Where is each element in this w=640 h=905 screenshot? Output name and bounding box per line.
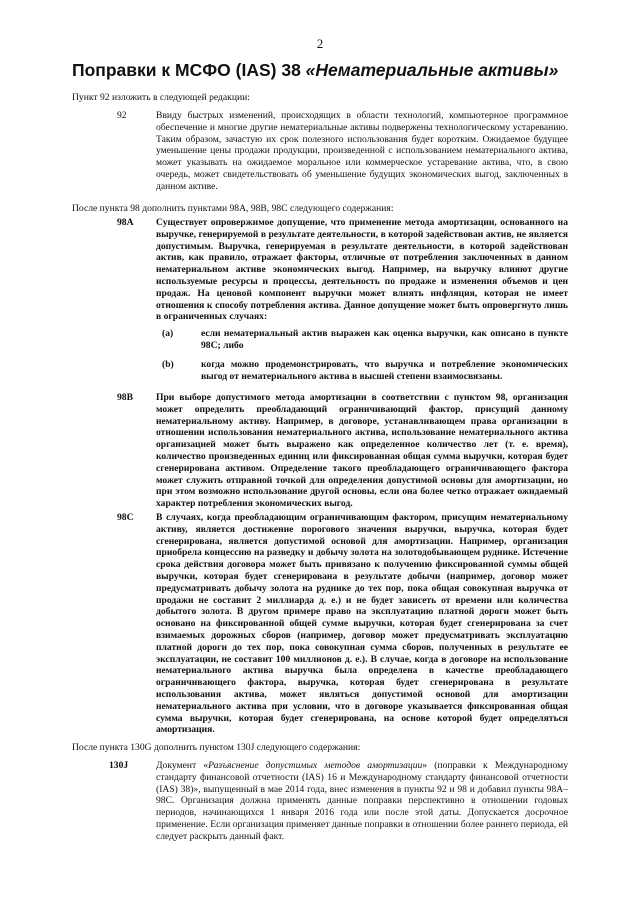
p130j-pre: Документ « <box>156 760 209 771</box>
list-item-b: когда можно продемонстрировать, что выручка и потребление экономических выгод от нематериального актива в высшей степени взаимосвязаны. <box>201 359 568 382</box>
page-number: 2 <box>316 36 324 51</box>
intro-98: После пункта 98 дополнить пунктами 98A, 98B, 98C следующего содержания: <box>72 203 394 214</box>
title-italic: «Нематериальные активы» <box>305 60 559 80</box>
page-title <box>72 60 592 81</box>
list-item-a: если нематериальный актив выражен как оценка выручки, как описано в пункте 98C; либо <box>201 328 568 351</box>
p130j-post: » (поправки к Международному стандарту финансовой отчетности (IAS) 16 и Международному стандарту финансовой отчетности (IAS) 38)», выпущенный в мае 2014 года, внес изменения в пункты 92 и 98 и добавил пункты 98A–98C. Организация должна применять данные поправки перспективно в отношении годовых периодов, начинающихся 1 января 2016 года или после этой даты. Допускается досрочное применение. Если организация применяет данные поправки в отношении более раннего периода, ей следует раскрыть данный факт. <box>156 760 569 842</box>
list-label-b: (b) <box>162 359 174 370</box>
paragraph-98b: При выборе допустимого метода амортизации в соответствии с пунктом 98, организация может определить преобладающий ограничивающий фактор, присущий данному нематериальному активу. Например, в договоре, устанавливающем права организации в отношении использования нематериального актива, использование нематериального актива организацией может быть выражено как определенное количество лет (т. е. время), количество произведенных единиц или фиксированная общая сумма выручки, которая будет сгенерирована активом. Определение такого преобладающего ограничивающего фактора может служить отправной точкой для определения допустимой основы для амортизации, но при этом возможно использование другой основы, если она более четко отражает ожидаемый характер потребления экономических выгод. <box>156 392 568 510</box>
paragraph-92: Ввиду быстрых изменений, происходящих в области технологий, компьютерное программное обеспечение и многие другие нематериальные активы подвержены технологическому устареванию. Таким образом, зачастую их срок полезного использования будет коротким. Ожидаемое будущее уменьшение цены продажи продукции, произведенной с использованием нематериального актива, может указывать на ожидаемое моральное или коммерческое устаревание актива, что, в свою очередь, может свидетельствовать об уменьшение будущих экономических выгод, заключенных в данном активе. <box>156 110 568 192</box>
paragraph-130j <box>156 760 568 843</box>
paragraph-number-98c: 98C <box>117 512 134 523</box>
paragraph-number-98a: 98A <box>117 217 134 228</box>
paragraph-number-92: 92 <box>117 110 127 121</box>
p130j-italic: Разъяснение допустимых методов амортизации <box>208 760 423 771</box>
intro-92: Пункт 92 изложить в следующей редакции: <box>72 92 250 103</box>
list-label-a: (a) <box>162 328 174 339</box>
title-prefix: Поправки к МСФО (IAS) 38 <box>72 60 306 80</box>
paragraph-number-98b: 98B <box>117 392 133 403</box>
paragraph-98c: В случаях, когда преобладающим ограничивающим фактором, присущим нематериальному активу, является достижение порогового значения выручки, выручка, которая будет сгенерирована, является допустимой основой для амортизации. Например, организация приобрела концессию на разведку и добычу золота на золотодобывающем руднике. Истечение срока действия договора может быть привязано к получению фиксированной суммы общей выручки, которая будет сгенерирована в результате добычи (например, договор может предусматривать добычу золота на руднике до тех пор, пока общая совокупная выручка от продажи не составит 2 миллиарда д. е.) и не будет зависеть от времени или количества добытого золота. В другом примере право на эксплуатацию платной дороги может быть основано на фиксированной общей сумме выручки, которая будет сгенерирована за счет взимаемых дорожных сборов (например, договор может предусматривать эксплуатацию платной дороги до тех пор, пока совокупная сумма сборов, полученных в результате ее эксплуатации, не составит 100 миллионов д. е.). В случае, когда в договоре на использование нематериального актива выручка была определена в качестве преобладающего ограничивающего фактора, выручка, которая будет сгенерирована в результате использования актива, может являться допустимой основой для амортизации нематериального актива при условии, что в договоре указывается фиксированная общая сумма выручки, которая будет сгенерирована, на основе которой будет определяться амортизация. <box>156 512 568 736</box>
paragraph-number-130j: 130J <box>109 760 129 771</box>
paragraph-98a: Существует опровержимое допущение, что применение метода амортизации, основанного на выручке, генерируемой в результате деятельности, в которой задействован актив, не является допустимым. Выручка, генерируемая в результате деятельности, в которой задействован актив, как правило, отражает факторы, отличные от потребления заключенных в данном нематериальном активе экономических выгод. Например, на выручку влияют другие используемые ресурсы и процессы, деятельность по продаже и изменения объемов и цен продаж. На ценовой компонент выручки может влиять инфляция, которая не имеет отношения к способу потребления актива. Данное допущение может быть опровергнуто лишь в ограниченных случаях: <box>156 217 568 323</box>
intro-130: После пункта 130G дополнить пунктом 130J следующего содержания: <box>72 742 361 753</box>
